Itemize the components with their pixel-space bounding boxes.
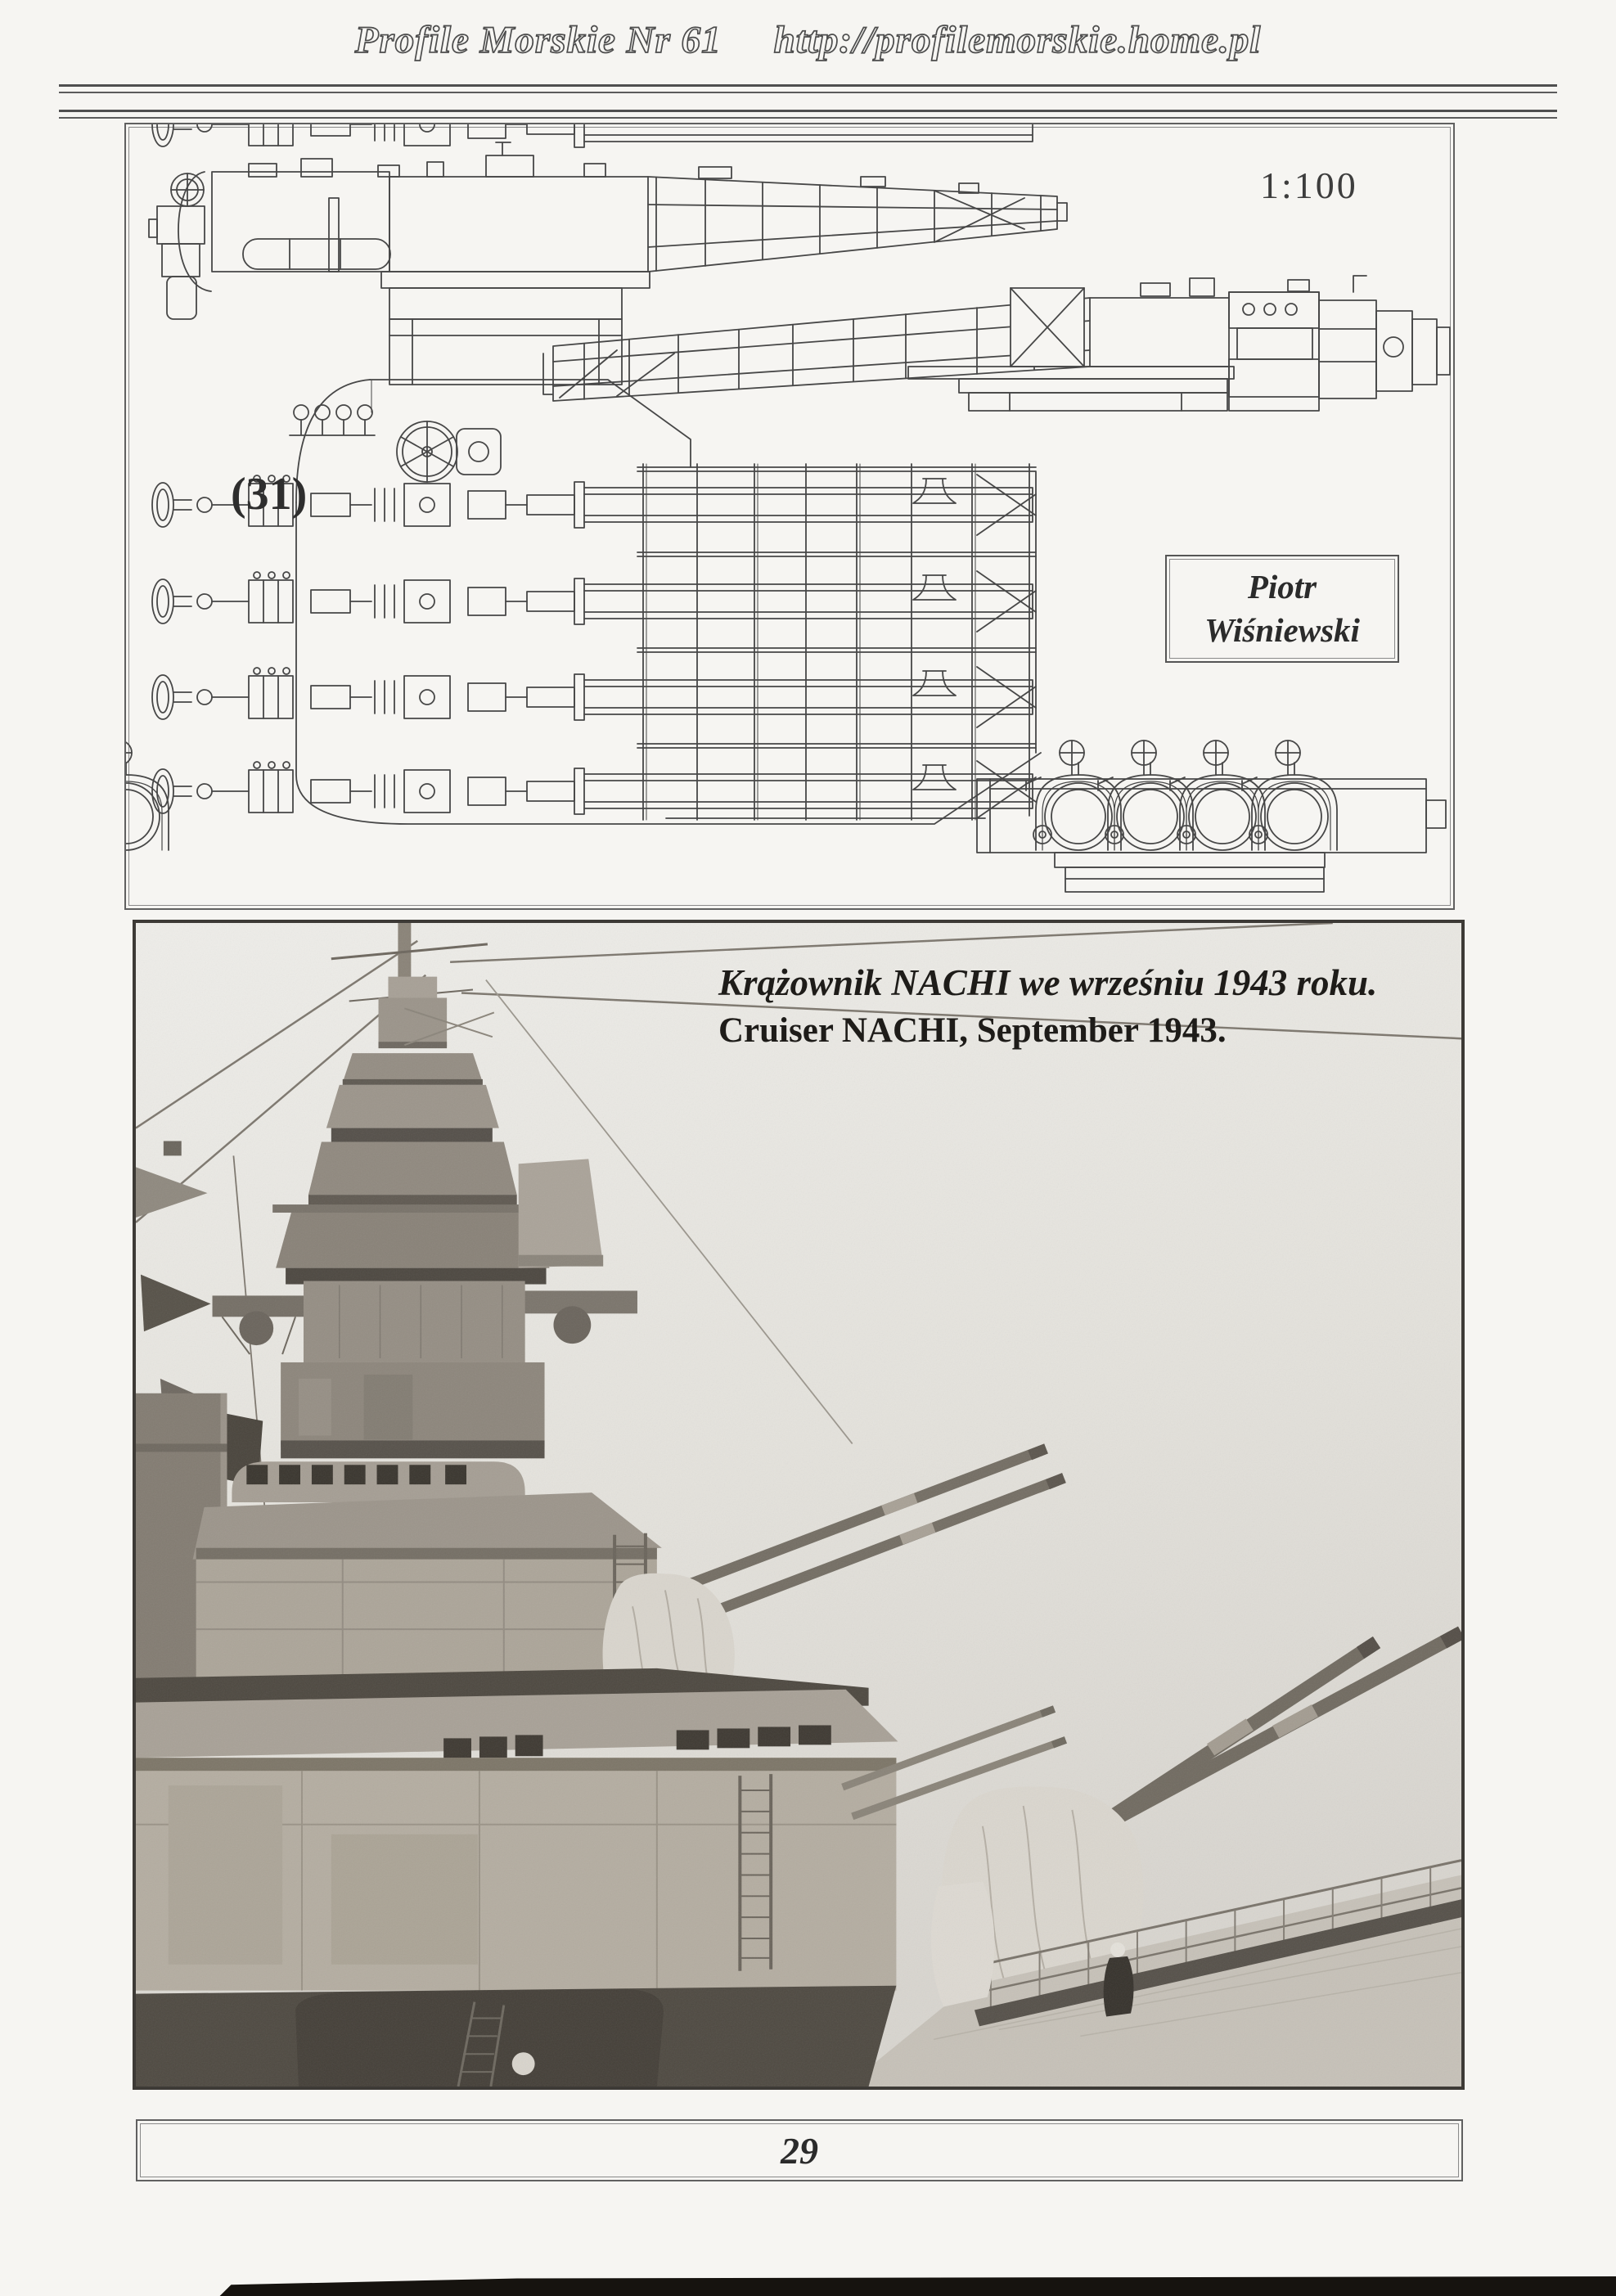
cruiser-nachi-photo: [136, 923, 1461, 2087]
scan-edge-artifact: [0, 2276, 1616, 2296]
torpedo-mount-end-view: [126, 741, 1446, 892]
author-last-name: Wiśniewski: [1204, 611, 1360, 649]
torpedo-mount-side-view-1: [149, 142, 1067, 385]
header-rule-bottom: [59, 110, 1557, 119]
photo-grain-texture: [136, 923, 1461, 2087]
page-number-box: [136, 2119, 1463, 2181]
photo-caption: [718, 959, 1438, 1055]
header-website-url: http://profilemorskie.home.pl: [773, 19, 1262, 61]
photo-caption-polish: Krążownik NACHI we wrześniu 1943 roku.: [718, 962, 1378, 1003]
author-first-name: Piotr: [1247, 567, 1317, 606]
photo-caption-english: Cruiser NACHI, September 1943.: [718, 1011, 1227, 1050]
header-rule-top: [59, 84, 1557, 93]
torpedo-mount-line-drawings: [126, 124, 1453, 908]
torpedo-mount-side-view-2: [543, 276, 1450, 411]
drawing-figure-number: (31): [231, 469, 308, 520]
technical-drawings-panel: [124, 123, 1455, 910]
header-publication-title: Profile Morskie Nr 61: [354, 19, 722, 61]
page-number: 29: [781, 2129, 818, 2172]
page-header: [0, 18, 1616, 62]
photograph-panel: [133, 920, 1465, 2090]
author-credit-box: [1165, 555, 1399, 663]
drawing-scale-label: 1:100: [1260, 164, 1358, 206]
